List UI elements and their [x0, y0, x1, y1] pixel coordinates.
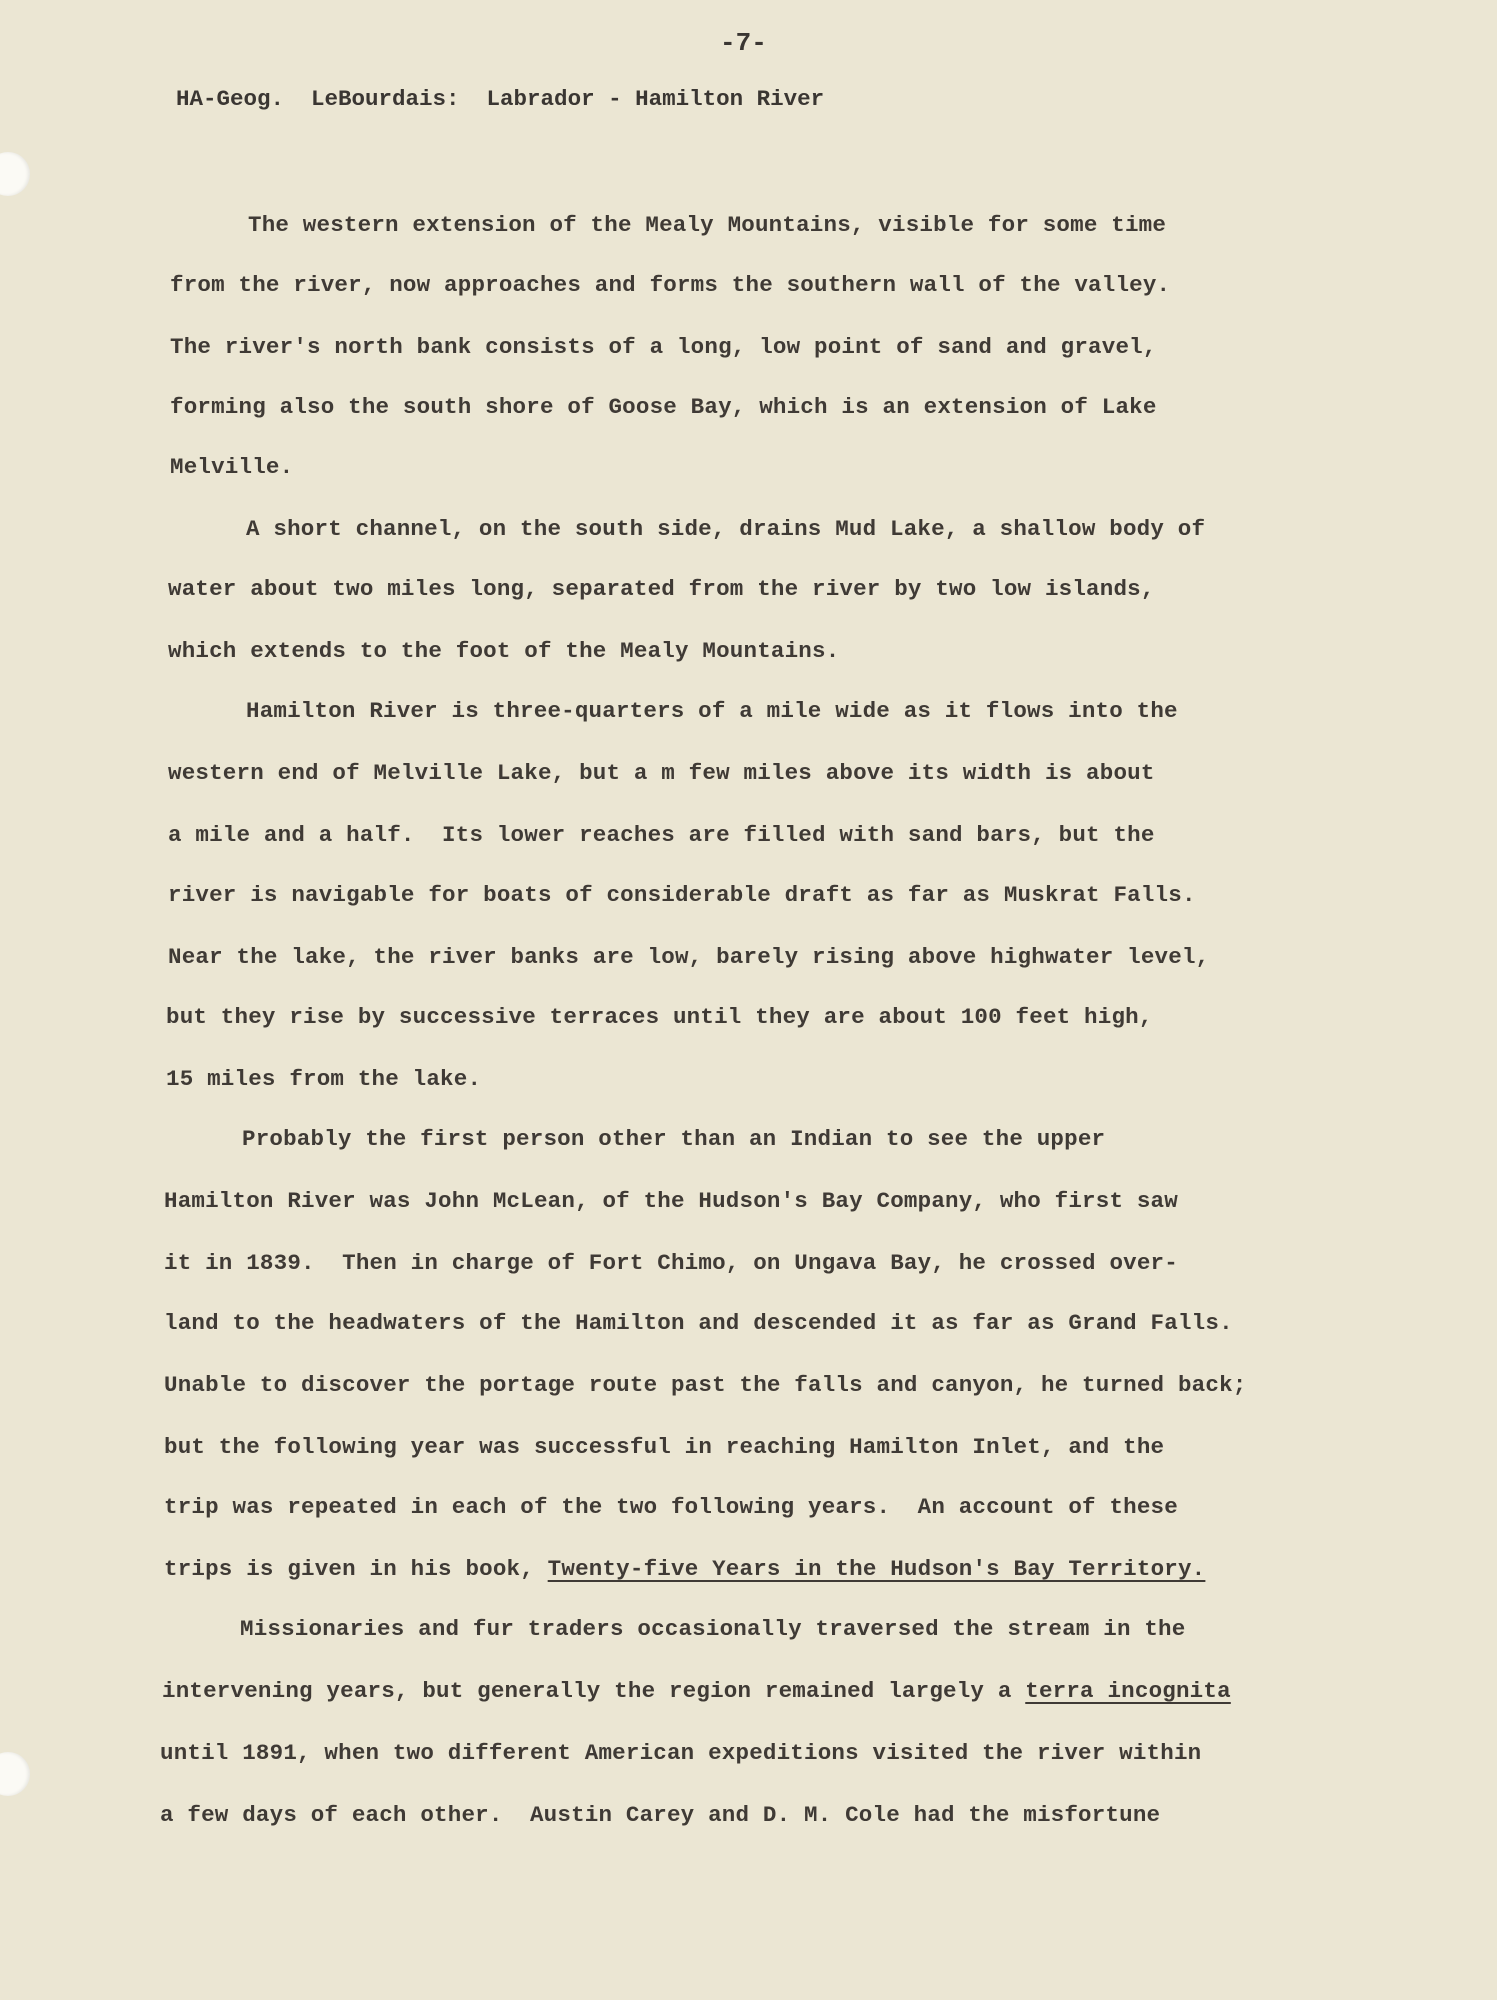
text-line: Probably the first person other than an Indian to see the upper [242, 1126, 1106, 1152]
text-line: but the following year was successful in reaching Hamilton Inlet, and the [164, 1434, 1165, 1460]
punch-hole-top [0, 152, 30, 196]
latin-term: terra incognita [1025, 1678, 1231, 1704]
text-line [162, 1678, 1231, 1704]
text-line: Melville. [170, 454, 294, 480]
text-line: land to the headwaters of the Hamilton and descended it as far as Grand Falls. [164, 1310, 1233, 1336]
punch-hole-bottom [0, 1752, 30, 1796]
text-line: western end of Melville Lake, but a m few miles above its width is about [168, 760, 1155, 786]
text-line: The western extension of the Mealy Mountains, visible for some time [248, 212, 1167, 238]
text-line: but they rise by successive terraces until they are about 100 feet high, [166, 1004, 1153, 1030]
text-line: Missionaries and fur traders occasionally traversed the stream in the [240, 1616, 1186, 1642]
text-line: Near the lake, the river banks are low, barely rising above highwater level, [168, 944, 1210, 970]
text-line: forming also the south shore of Goose Bay, which is an extension of Lake [170, 394, 1157, 420]
text-line: which extends to the foot of the Mealy Mountains. [168, 638, 840, 664]
text-line: until 1891, when two different American expeditions visited the river within [160, 1740, 1202, 1766]
text-line [164, 1556, 1205, 1582]
text-line: from the river, now approaches and forms the southern wall of the valley. [170, 272, 1171, 298]
text-line: A short channel, on the south side, drains Mud Lake, a shallow body of [246, 516, 1206, 542]
text-line: a few days of each other. Austin Carey and D. M. Cole had the misfortune [160, 1802, 1161, 1828]
book-title: Twenty-five Years in the Hudson's Bay Territory. [547, 1556, 1206, 1582]
text-fragment: trips is given in his book, [164, 1556, 548, 1582]
text-line: a mile and a half. Its lower reaches are filled with sand bars, but the [168, 822, 1155, 848]
text-line: it in 1839. Then in charge of Fort Chimo, on Ungava Bay, he crossed over- [164, 1250, 1178, 1276]
text-line: 15 miles from the lake. [166, 1066, 482, 1092]
text-line: Unable to discover the portage route past the falls and canyon, he turned back; [164, 1372, 1247, 1398]
page-number: -7- [720, 28, 767, 58]
text-line: trip was repeated in each of the two following years. An account of these [164, 1494, 1178, 1520]
text-line: The river's north bank consists of a long, low point of sand and gravel, [170, 334, 1157, 360]
text-line: water about two miles long, separated from the river by two low islands, [168, 576, 1155, 602]
text-line: Hamilton River is three-quarters of a mile wide as it flows into the [246, 698, 1178, 724]
text-fragment: intervening years, but generally the region remained largely a [162, 1678, 1026, 1704]
text-line: Hamilton River was John McLean, of the Hudson's Bay Company, who first saw [164, 1188, 1178, 1214]
text-line: river is navigable for boats of considerable draft as far as Muskrat Falls. [168, 882, 1196, 908]
document-header: HA-Geog. LeBourdais: Labrador - Hamilton River [176, 86, 825, 112]
